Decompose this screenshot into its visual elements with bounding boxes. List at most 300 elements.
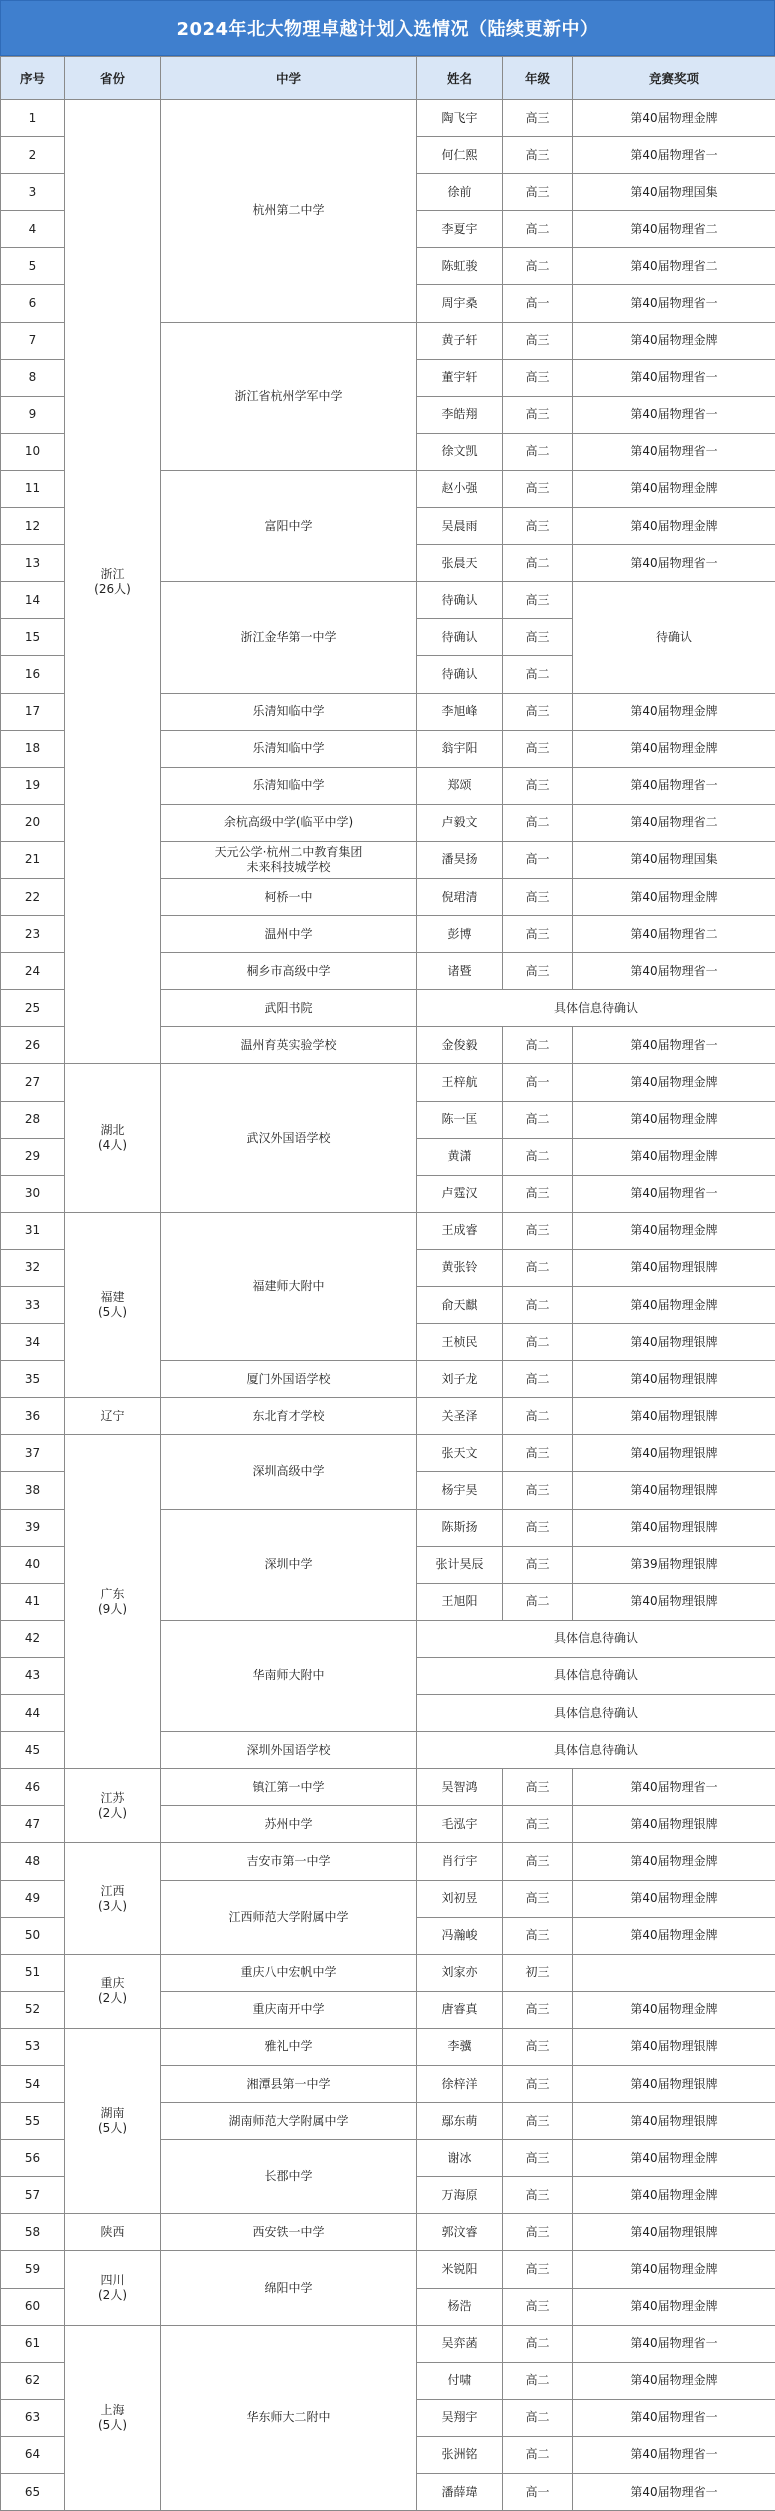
school-cell: 深圳中学	[161, 1509, 417, 1620]
row-index: 54	[1, 2065, 65, 2102]
header-school: 中学	[161, 57, 417, 100]
award-cell: 第40届物理金牌	[573, 2177, 775, 2214]
student-grade: 高二	[503, 804, 573, 841]
row-index: 25	[1, 990, 65, 1027]
student-grade: 高三	[503, 2214, 573, 2251]
student-grade: 高三	[503, 2177, 573, 2214]
award-cell: 第40届物理省一	[573, 2474, 775, 2511]
school-cell: 华东师大二附中	[161, 2325, 417, 2510]
student-grade: 高三	[503, 1435, 573, 1472]
page-title: 2024年北大物理卓越计划入选情况（陆续更新中）	[0, 0, 775, 56]
student-name: 徐梓洋	[417, 2065, 503, 2102]
row-index: 40	[1, 1546, 65, 1583]
student-grade: 高二	[503, 1398, 573, 1435]
student-name: 付啸	[417, 2362, 503, 2399]
school-cell: 余杭高级中学(临平中学)	[161, 804, 417, 841]
province-cell: 浙江 (26人)	[65, 100, 161, 1064]
student-grade: 高二	[503, 248, 573, 285]
student-grade: 高三	[503, 2140, 573, 2177]
student-grade: 高三	[503, 582, 573, 619]
award-cell: 第40届物理国集	[573, 841, 775, 878]
row-index: 14	[1, 582, 65, 619]
row-index: 7	[1, 322, 65, 359]
award-cell: 第40届物理省一	[573, 285, 775, 322]
row-index: 29	[1, 1138, 65, 1175]
row-index: 32	[1, 1249, 65, 1286]
award-cell: 第40届物理金牌	[573, 2288, 775, 2325]
student-name: 万海原	[417, 2177, 503, 2214]
award-cell: 第40届物理省一	[573, 1027, 775, 1064]
pending-info-cell: 具体信息待确认	[417, 1695, 775, 1732]
student-grade: 高三	[503, 2251, 573, 2288]
row-index: 39	[1, 1509, 65, 1546]
student-grade: 高二	[503, 2362, 573, 2399]
row-index: 60	[1, 2288, 65, 2325]
row-index: 48	[1, 1843, 65, 1880]
student-name: 吴翔宇	[417, 2399, 503, 2436]
row-index: 35	[1, 1361, 65, 1398]
student-name: 待确认	[417, 582, 503, 619]
school-cell: 深圳高级中学	[161, 1435, 417, 1509]
student-grade: 高三	[503, 2065, 573, 2102]
student-grade: 高一	[503, 841, 573, 878]
table-row	[1, 1843, 775, 1880]
row-index: 4	[1, 211, 65, 248]
student-name: 徐文凯	[417, 433, 503, 470]
award-cell: 第40届物理银牌	[573, 1361, 775, 1398]
school-cell: 浙江省杭州学军中学	[161, 322, 417, 470]
student-grade: 高三	[503, 1880, 573, 1917]
student-name: 卢毅文	[417, 804, 503, 841]
student-name: 张计昊辰	[417, 1546, 503, 1583]
school-cell: 富阳中学	[161, 470, 417, 581]
table-row	[1, 2251, 775, 2288]
row-index: 3	[1, 174, 65, 211]
student-grade: 高三	[503, 1212, 573, 1249]
pending-info-cell: 具体信息待确认	[417, 1732, 775, 1769]
award-cell: 第40届物理金牌	[573, 508, 775, 545]
province-cell: 陕西	[65, 2214, 161, 2251]
student-name: 吴智鸿	[417, 1769, 503, 1806]
student-grade: 高三	[503, 1472, 573, 1509]
row-index: 42	[1, 1620, 65, 1657]
award-cell: 第40届物理金牌	[573, 100, 775, 137]
award-cell: 第40届物理省一	[573, 396, 775, 433]
province-cell: 辽宁	[65, 1398, 161, 1435]
header-grade: 年级	[503, 57, 573, 100]
row-index: 12	[1, 508, 65, 545]
row-index: 33	[1, 1287, 65, 1324]
header-name: 姓名	[417, 57, 503, 100]
table-header-row	[1, 57, 775, 100]
row-index: 24	[1, 953, 65, 990]
student-grade: 高二	[503, 1324, 573, 1361]
student-name: 陶飞宇	[417, 100, 503, 137]
province-cell: 四川 (2人)	[65, 2251, 161, 2325]
award-cell: 第40届物理金牌	[573, 1843, 775, 1880]
row-index: 49	[1, 1880, 65, 1917]
award-cell: 第40届物理金牌	[573, 2362, 775, 2399]
school-cell: 福建师大附中	[161, 1212, 417, 1360]
student-grade: 高二	[503, 656, 573, 693]
award-cell: 第40届物理金牌	[573, 693, 775, 730]
school-cell: 吉安市第一中学	[161, 1843, 417, 1880]
award-cell: 第40届物理金牌	[573, 2140, 775, 2177]
student-name: 李旭峰	[417, 693, 503, 730]
student-grade: 高三	[503, 1769, 573, 1806]
header-index: 序号	[1, 57, 65, 100]
province-cell: 江苏 (2人)	[65, 1769, 161, 1843]
row-index: 21	[1, 841, 65, 878]
award-cell: 第40届物理银牌	[573, 2214, 775, 2251]
award-cell: 第40届物理省二	[573, 211, 775, 248]
school-cell: 湘潭县第一中学	[161, 2065, 417, 2102]
school-cell: 浙江金华第一中学	[161, 582, 417, 693]
award-cell: 第40届物理金牌	[573, 2251, 775, 2288]
province-cell: 江西 (3人)	[65, 1843, 161, 1954]
student-grade: 高三	[503, 174, 573, 211]
award-cell: 第40届物理省一	[573, 2399, 775, 2436]
row-index: 58	[1, 2214, 65, 2251]
award-cell: 第40届物理金牌	[573, 1917, 775, 1954]
school-cell: 武阳书院	[161, 990, 417, 1027]
row-index: 37	[1, 1435, 65, 1472]
award-cell: 第40届物理省二	[573, 248, 775, 285]
award-cell: 第40届物理银牌	[573, 2103, 775, 2140]
student-name: 黄潇	[417, 1138, 503, 1175]
student-grade: 高三	[503, 2288, 573, 2325]
school-cell: 绵阳中学	[161, 2251, 417, 2325]
selection-table	[0, 56, 775, 2511]
award-cell: 第40届物理银牌	[573, 1324, 775, 1361]
student-name: 彭博	[417, 916, 503, 953]
school-cell: 苏州中学	[161, 1806, 417, 1843]
pending-info-cell: 具体信息待确认	[417, 990, 775, 1027]
student-name: 唐睿真	[417, 1991, 503, 2028]
student-name: 肖行宇	[417, 1843, 503, 1880]
student-name: 鄢东萌	[417, 2103, 503, 2140]
row-index: 64	[1, 2436, 65, 2473]
student-grade: 高二	[503, 2399, 573, 2436]
row-index: 46	[1, 1769, 65, 1806]
pending-info-cell: 具体信息待确认	[417, 1620, 775, 1657]
award-cell: 第40届物理银牌	[573, 1435, 775, 1472]
award-cell: 第40届物理金牌	[573, 878, 775, 915]
student-grade: 高一	[503, 2474, 573, 2511]
award-cell: 第40届物理银牌	[573, 1472, 775, 1509]
row-index: 30	[1, 1175, 65, 1212]
table-row	[1, 1769, 775, 1806]
student-grade: 高三	[503, 916, 573, 953]
row-index: 15	[1, 619, 65, 656]
student-grade: 高三	[503, 1991, 573, 2028]
row-index: 10	[1, 433, 65, 470]
award-cell: 第40届物理银牌	[573, 1249, 775, 1286]
student-name: 毛泓宇	[417, 1806, 503, 1843]
row-index: 5	[1, 248, 65, 285]
student-name: 王梓航	[417, 1064, 503, 1101]
school-cell: 柯桥一中	[161, 878, 417, 915]
row-index: 27	[1, 1064, 65, 1101]
student-name: 赵小强	[417, 470, 503, 507]
award-cell: 第40届物理银牌	[573, 1398, 775, 1435]
student-grade: 初三	[503, 1954, 573, 1991]
row-index: 47	[1, 1806, 65, 1843]
award-cell: 第40届物理银牌	[573, 1583, 775, 1620]
school-cell: 温州育英实验学校	[161, 1027, 417, 1064]
award-cell: 第40届物理省二	[573, 804, 775, 841]
student-grade: 高三	[503, 359, 573, 396]
student-name: 刘家亦	[417, 1954, 503, 1991]
student-name: 刘初昱	[417, 1880, 503, 1917]
student-name: 郑颂	[417, 767, 503, 804]
school-cell: 重庆南开中学	[161, 1991, 417, 2028]
row-index: 50	[1, 1917, 65, 1954]
row-index: 13	[1, 545, 65, 582]
school-cell: 武汉外国语学校	[161, 1064, 417, 1212]
row-index: 6	[1, 285, 65, 322]
school-cell: 雅礼中学	[161, 2028, 417, 2065]
student-name: 杨浩	[417, 2288, 503, 2325]
award-cell: 第40届物理省一	[573, 359, 775, 396]
school-cell: 厦门外国语学校	[161, 1361, 417, 1398]
award-cell: 第40届物理省一	[573, 545, 775, 582]
row-index: 20	[1, 804, 65, 841]
award-cell: 第40届物理金牌	[573, 1101, 775, 1138]
province-cell: 广东 (9人)	[65, 1435, 161, 1769]
student-grade: 高三	[503, 1843, 573, 1880]
student-name: 徐前	[417, 174, 503, 211]
student-name: 陈斯扬	[417, 1509, 503, 1546]
award-cell: 第40届物理银牌	[573, 2028, 775, 2065]
student-name: 倪珺清	[417, 878, 503, 915]
row-index: 63	[1, 2399, 65, 2436]
award-cell: 第40届物理金牌	[573, 1138, 775, 1175]
row-index: 43	[1, 1657, 65, 1694]
student-grade: 高三	[503, 2103, 573, 2140]
award-cell: 第40届物理银牌	[573, 1806, 775, 1843]
award-cell: 第40届物理金牌	[573, 322, 775, 359]
row-index: 23	[1, 916, 65, 953]
award-cell: 第40届物理金牌	[573, 730, 775, 767]
award-cell: 第40届物理省一	[573, 1175, 775, 1212]
student-name: 黄子轩	[417, 322, 503, 359]
row-index: 9	[1, 396, 65, 433]
student-grade: 高一	[503, 1064, 573, 1101]
school-cell: 天元公学·杭州二中教育集团 未来科技城学校	[161, 841, 417, 878]
student-name: 李骥	[417, 2028, 503, 2065]
award-cell: 第40届物理省二	[573, 916, 775, 953]
school-cell: 重庆八中宏帆中学	[161, 1954, 417, 1991]
student-grade: 高一	[503, 285, 573, 322]
table-row	[1, 100, 775, 137]
student-name: 郭汶睿	[417, 2214, 503, 2251]
student-name: 米锐阳	[417, 2251, 503, 2288]
row-index: 55	[1, 2103, 65, 2140]
school-cell: 乐清知临中学	[161, 730, 417, 767]
table-row	[1, 1064, 775, 1101]
award-cell: 第40届物理银牌	[573, 1509, 775, 1546]
row-index: 22	[1, 878, 65, 915]
student-grade: 高三	[503, 730, 573, 767]
award-cell: 第40届物理国集	[573, 174, 775, 211]
row-index: 28	[1, 1101, 65, 1138]
row-index: 16	[1, 656, 65, 693]
school-cell: 深圳外国语学校	[161, 1732, 417, 1769]
student-grade: 高三	[503, 1917, 573, 1954]
province-cell: 湖南 (5人)	[65, 2028, 161, 2213]
student-name: 俞天麒	[417, 1287, 503, 1324]
row-index: 53	[1, 2028, 65, 2065]
student-name: 陈虹骏	[417, 248, 503, 285]
row-index: 19	[1, 767, 65, 804]
row-index: 26	[1, 1027, 65, 1064]
award-cell: 第40届物理金牌	[573, 1064, 775, 1101]
row-index: 31	[1, 1212, 65, 1249]
award-cell: 第40届物理省一	[573, 767, 775, 804]
student-grade: 高二	[503, 1583, 573, 1620]
award-cell: 第39届物理银牌	[573, 1546, 775, 1583]
student-grade: 高二	[503, 545, 573, 582]
award-cell: 第40届物理金牌	[573, 1880, 775, 1917]
header-award: 竞赛奖项	[573, 57, 775, 100]
student-grade: 高二	[503, 211, 573, 248]
row-index: 2	[1, 137, 65, 174]
row-index: 11	[1, 470, 65, 507]
row-index: 45	[1, 1732, 65, 1769]
school-cell: 乐清知临中学	[161, 693, 417, 730]
table-body	[1, 100, 775, 2511]
province-cell: 福建 (5人)	[65, 1212, 161, 1397]
row-index: 59	[1, 2251, 65, 2288]
student-grade: 高二	[503, 1287, 573, 1324]
table-row	[1, 1398, 775, 1435]
student-grade: 高二	[503, 1027, 573, 1064]
student-name: 谢冰	[417, 2140, 503, 2177]
province-cell: 湖北 (4人)	[65, 1064, 161, 1212]
student-grade: 高二	[503, 1249, 573, 1286]
award-cell: 第40届物理银牌	[573, 2065, 775, 2102]
row-index: 38	[1, 1472, 65, 1509]
student-name: 杨宇昊	[417, 1472, 503, 1509]
row-index: 17	[1, 693, 65, 730]
student-name: 黄张铃	[417, 1249, 503, 1286]
student-grade: 高三	[503, 619, 573, 656]
row-index: 61	[1, 2325, 65, 2362]
student-name: 王成睿	[417, 1212, 503, 1249]
school-cell: 华南师大附中	[161, 1620, 417, 1731]
student-grade: 高三	[503, 693, 573, 730]
row-index: 62	[1, 2362, 65, 2399]
student-name: 吴弈菡	[417, 2325, 503, 2362]
student-name: 诸暨	[417, 953, 503, 990]
school-cell: 杭州第二中学	[161, 100, 417, 323]
student-name: 卢霆汉	[417, 1175, 503, 1212]
award-cell	[573, 1954, 775, 1991]
student-name: 张天文	[417, 1435, 503, 1472]
award-cell: 第40届物理金牌	[573, 1991, 775, 2028]
row-index: 1	[1, 100, 65, 137]
student-grade: 高三	[503, 508, 573, 545]
student-grade: 高二	[503, 1361, 573, 1398]
student-grade: 高三	[503, 878, 573, 915]
school-cell: 桐乡市高级中学	[161, 953, 417, 990]
school-cell: 乐清知临中学	[161, 767, 417, 804]
row-index: 65	[1, 2474, 65, 2511]
row-index: 36	[1, 1398, 65, 1435]
award-cell: 第40届物理省一	[573, 1769, 775, 1806]
header-province: 省份	[65, 57, 161, 100]
student-grade: 高二	[503, 1101, 573, 1138]
student-name: 张晨天	[417, 545, 503, 582]
award-cell: 第40届物理省一	[573, 953, 775, 990]
row-index: 18	[1, 730, 65, 767]
school-cell: 江西师范大学附属中学	[161, 1880, 417, 1954]
table-row	[1, 1212, 775, 1249]
row-index: 56	[1, 2140, 65, 2177]
student-grade: 高三	[503, 1806, 573, 1843]
student-grade: 高二	[503, 433, 573, 470]
student-name: 关圣泽	[417, 1398, 503, 1435]
student-grade: 高二	[503, 1138, 573, 1175]
table-row	[1, 2028, 775, 2065]
student-name: 李皓翔	[417, 396, 503, 433]
student-name: 王桢民	[417, 1324, 503, 1361]
school-cell: 温州中学	[161, 916, 417, 953]
student-grade: 高二	[503, 2325, 573, 2362]
row-index: 41	[1, 1583, 65, 1620]
school-cell: 长郡中学	[161, 2140, 417, 2214]
school-cell: 东北育才学校	[161, 1398, 417, 1435]
student-name: 王旭阳	[417, 1583, 503, 1620]
province-cell: 重庆 (2人)	[65, 1954, 161, 2028]
student-name: 金俊毅	[417, 1027, 503, 1064]
table-row	[1, 2214, 775, 2251]
table-row	[1, 2325, 775, 2362]
student-name: 翁宇阳	[417, 730, 503, 767]
student-name: 潘昊扬	[417, 841, 503, 878]
student-name: 董宇轩	[417, 359, 503, 396]
student-name: 吴晨雨	[417, 508, 503, 545]
award-cell: 第40届物理省一	[573, 2436, 775, 2473]
student-name: 周宇桑	[417, 285, 503, 322]
row-index: 52	[1, 1991, 65, 2028]
student-grade: 高三	[503, 470, 573, 507]
student-grade: 高三	[503, 1546, 573, 1583]
school-cell: 镇江第一中学	[161, 1769, 417, 1806]
student-name: 刘子龙	[417, 1361, 503, 1398]
award-cell: 第40届物理省一	[573, 137, 775, 174]
school-cell: 湖南师范大学附属中学	[161, 2103, 417, 2140]
student-name: 待确认	[417, 619, 503, 656]
row-index: 57	[1, 2177, 65, 2214]
pending-info-cell: 具体信息待确认	[417, 1657, 775, 1694]
table-row	[1, 1435, 775, 1472]
student-grade: 高三	[503, 1509, 573, 1546]
student-grade: 高三	[503, 1175, 573, 1212]
student-name: 陈一匡	[417, 1101, 503, 1138]
award-cell: 待确认	[573, 582, 775, 693]
award-cell: 第40届物理省一	[573, 433, 775, 470]
student-grade: 高三	[503, 137, 573, 174]
award-cell: 第40届物理金牌	[573, 1287, 775, 1324]
student-name: 何仁熙	[417, 137, 503, 174]
student-grade: 高二	[503, 2436, 573, 2473]
row-index: 34	[1, 1324, 65, 1361]
row-index: 51	[1, 1954, 65, 1991]
student-grade: 高三	[503, 953, 573, 990]
student-name: 冯瀚峻	[417, 1917, 503, 1954]
